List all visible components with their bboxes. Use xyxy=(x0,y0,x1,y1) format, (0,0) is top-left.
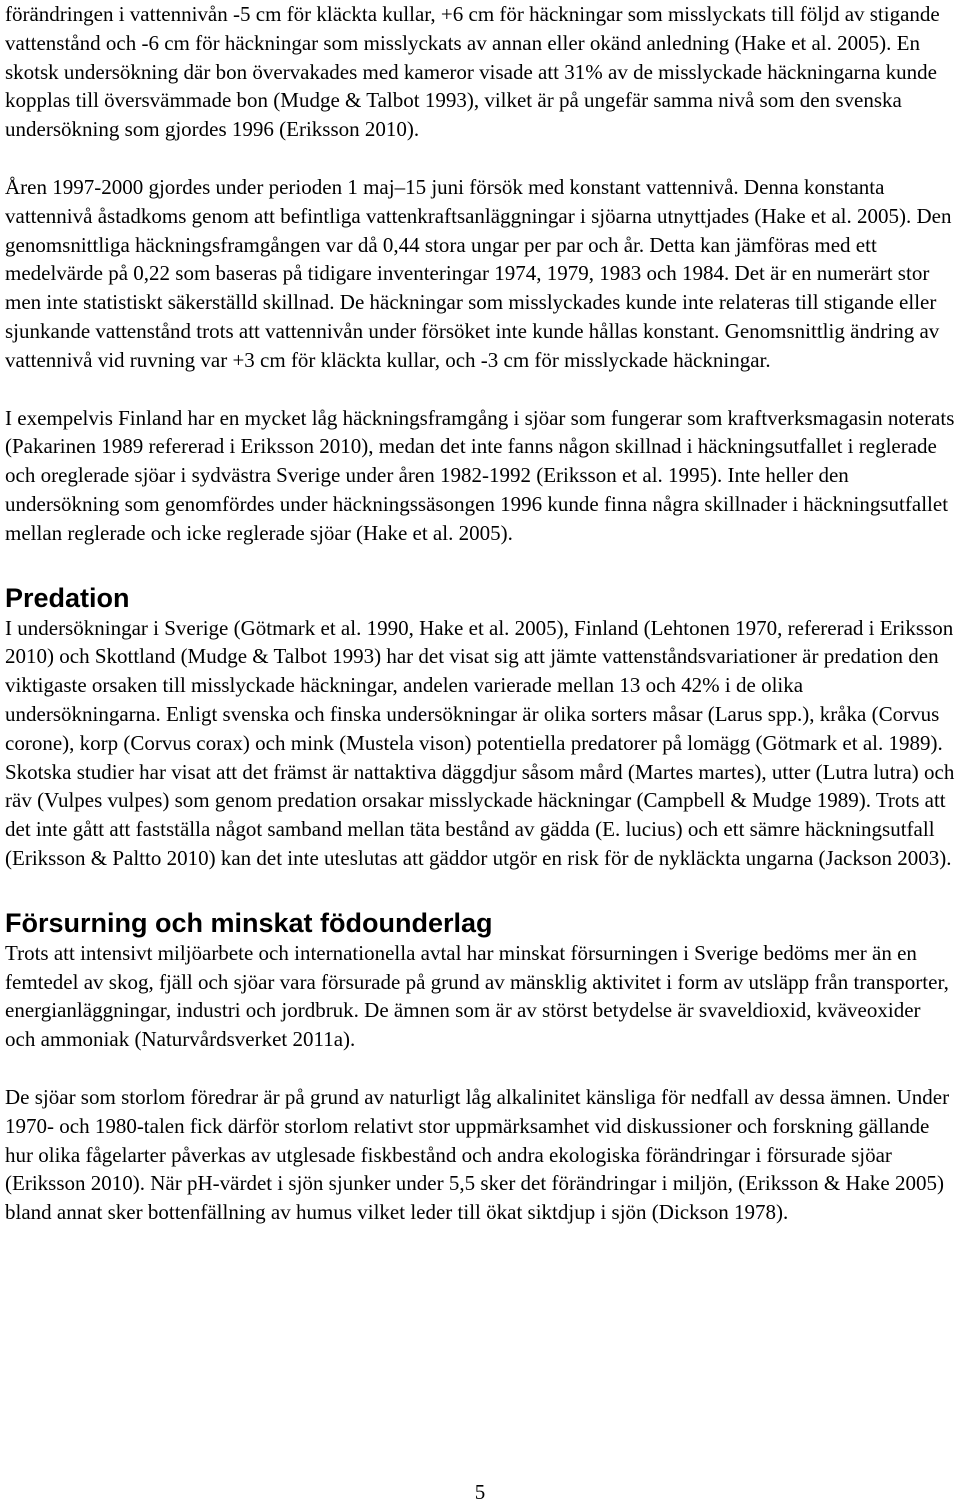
paragraph-acidification: Trots att intensivt miljöarbete och internationella avtal har minskat försurningen i Sverige bedöms mer än en femtedel av skog, fjäll och sjöar vara försurade på grund av mänsklig aktivitet i form av utsläpp från transporter, energianläggningar, industri och jordbruk. De ämnen som är av störst betydelse är svaveldioxid, kväveoxider och ammoniak (Naturvårdsverket 2011a). xyxy=(5,940,949,1052)
page-number: 5 xyxy=(474,1480,486,1504)
document-page xyxy=(5,0,955,1227)
paragraph-constant-water-level: Åren 1997-2000 gjordes under perioden 1 maj–15 juni försök med konstant vattennivå. Denna konstanta vattennivå åstadkoms genom att befintliga vattenkraftsanläggningar i sjöarna utnyttjades (Hake et al. 2005). Den genomsnittliga häckningsframgången var då 0,44 stora ungar per par och år. Detta kan jämföras med ett medelvärde på 0,22 som baseras på tidigare inventeringar 1974, 1979, 1983 och 1984. Det är en numerärt stor men inte statistiskt säkerställd skillnad. De häckningar som misslyckades kunde inte relateras till stigande eller sjunkande vattenstånd trots att vattennivån under försöket inte kunde hållas konstant. Genomsnittlig ändring av vattennivå vid ruvning var +3 cm för kläckta kullar, och -3 cm för misslyckade häckningar. xyxy=(5,174,952,372)
paragraph-finland-comparison: I exempelvis Finland har en mycket låg häckningsframgång i sjöar som fungerar som kraftverksmagasin noterats (Pakarinen 1989 refererad i Eriksson 2010), medan det inte fanns någon skillnad i häckningsutfallet i reglerade och oreglerade sjöar i sydvästra Sverige under åren 1982-1992 (Eriksson et al. 1995). Inte heller den undersökning som genomfördes under häckningssäsongen 1996 kunde finna några skillnader i häckningsutfallet mellan reglerade och icke reglerade sjöar (Hake et al. 2005). xyxy=(5,405,955,545)
paragraph-water-level-changes: förändringen i vattennivån -5 cm för kläckta kullar, +6 cm för häckningar som misslyckats till följd av stigande vattenstånd och -6 cm för häckningar som misslyckats av annan eller okänd anledning (Hake et al. 2005). En skotsk undersökning där bon övervakades med kameror visade att 31% av de misslyckade häckningarna kunde kopplas till översvämmade bon (Mudge & Talbot 1993), vilket är på ungefär samma nivå som den svenska undersökning som gjordes 1996 (Eriksson 2010). xyxy=(5,2,940,142)
paragraph-lake-sensitivity: De sjöar som storlom föredrar är på grund av naturligt låg alkalinitet känsliga för nedfall av dessa ämnen. Under 1970- och 1980-talen fick därför storlom relativt stor uppmärksamhet vid diskussioner och forskning gällande hur olika fågelarter påverkas av utglesade fiskbestånd och andra ekologiska förändringar i försurade sjöar (Eriksson 2010). När pH-värdet i sjön sjunker under 5,5 sker det förändringar i miljön, (Eriksson & Hake 2005) bland annat sker bottenfällning av humus vilket leder till ökat siktdjup i sjön (Dickson 1978). xyxy=(5,1084,950,1225)
heading-predation: Predation xyxy=(5,582,130,613)
heading-forsurning: Försurning och minskat födounderlag xyxy=(5,907,493,938)
paragraph-predation: I undersökningar i Sverige (Götmark et al. 1990, Hake et al. 2005), Finland (Lehtonen 1970, refererad i Eriksson 2010) och Skottland (Mudge & Talbot 1993) har det visat sig att jämte vattenståndsvariationer är predation den viktigaste orsaken till misslyckade häckningar, andelen varierade mellan 13 och 42% i de olika undersökningarna. Enligt svenska och finska undersökningar är olika sorters måsar (Larus spp.), kråka (Corvus corone), korp (Corvus corax) och mink (Mustela vison) potentiella predatorer på lomägg (Götmark et al. 1989). Skotska studier har visat att det främst är nattaktiva däggdjur såsom mård (Martes martes), utter (Lutra lutra) och räv (Vulpes vulpes) som genom predation orsakar misslyckade häckningar (Campbell & Mudge 1989). Trots att det inte gått att fastställa något samband mellan täta bestånd av gädda (E. lucius) och ett sämre häckningsutfall (Eriksson & Paltto 2010) kan det inte uteslutas att gäddor utgör en risk för de nykläckta ungarna (Jackson 2003). xyxy=(5,615,955,870)
